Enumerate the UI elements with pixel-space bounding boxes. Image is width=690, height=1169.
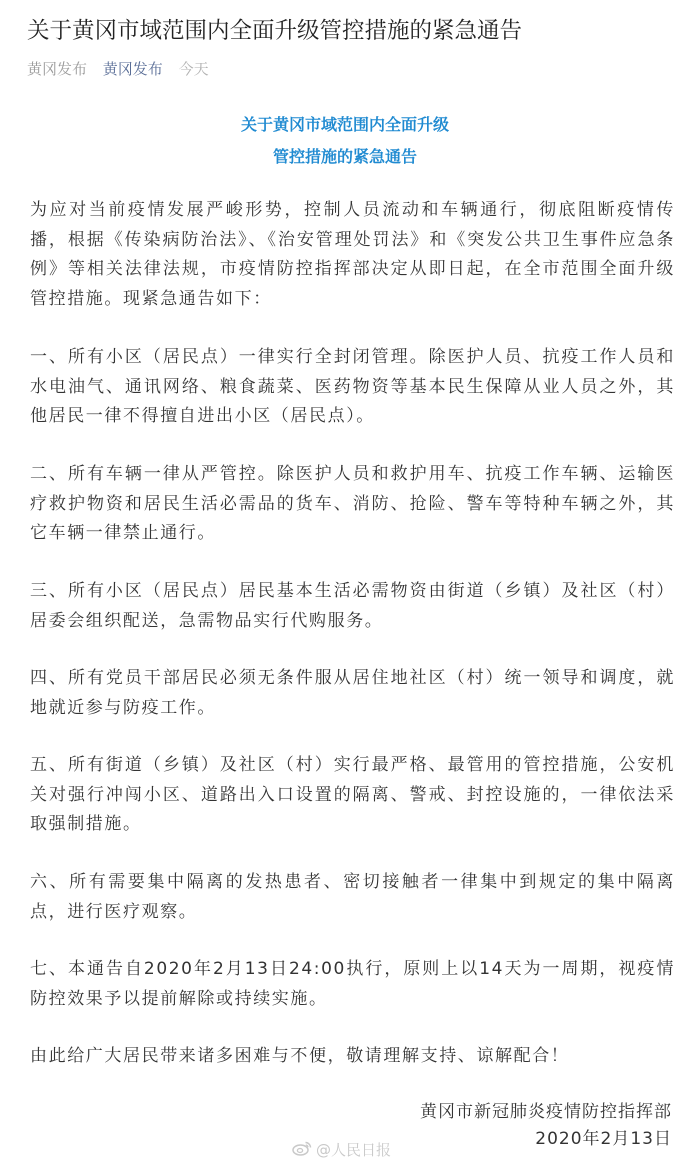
watermark <box>292 1138 391 1163</box>
article-meta <box>27 56 220 82</box>
subtitle-line-2: 管控措施的紧急通告 <box>272 147 417 166</box>
clause-5-paragraph: 五、所有街道（乡镇）及社区（村）实行最严格、最管用的管控措施，公安机关对强行冲闯小区、道路出入口设置的隔离、警戒、封控设施的，一律依法采取强制措施。 <box>30 755 675 834</box>
publish-date: 今天 <box>178 60 209 78</box>
clause-1-paragraph: 一、所有小区（居民点）一律实行全封闭管理。除医护人员、抗疫工作人员和水电油气、通讯网络、粮食蔬菜、医药物资等基本民生保障从业人员之外，其他居民一律不得擅自进出小区（居民点）。 <box>30 347 675 426</box>
clause-2-paragraph: 二、所有车辆一律从严管控。除医护人员和救护用车、抗疫工作车辆、运输医疗救护物资和居民生活必需品的货车、消防、抢险、警车等特种车辆之外，其它车辆一律禁止通行。 <box>30 464 675 543</box>
watermark-text: @人民日报 <box>316 1141 392 1159</box>
issuer-signature: 黄冈市新冠肺炎疫情防控指挥部 <box>420 1102 672 1122</box>
closing-paragraph: 由此给广大居民带来诸多困难与不便，敬请理解支持、谅解配合！ <box>30 1046 570 1066</box>
meta-source: 黄冈发布 <box>27 60 88 78</box>
clause-3-paragraph: 三、所有小区（居民点）居民基本生活必需物资由街道（乡镇）及社区（村）居委会组织配送，急需物品实行代购服务。 <box>30 581 675 631</box>
article-title: 关于黄冈市域范围内全面升级管控措施的紧急通告 <box>27 18 523 44</box>
clause-7-paragraph: 七、本通告自2020年2月13日24:00执行，原则上以14天为一周期，视疫情防控效果予以提前解除或持续实施。 <box>30 959 675 1009</box>
issue-date: 2020年2月13日 <box>535 1129 672 1149</box>
weibo-icon <box>292 1139 312 1163</box>
account-link[interactable]: 黄冈发布 <box>102 60 163 78</box>
clause-4-paragraph: 四、所有党员干部居民必须无条件服从居住地社区（村）统一领导和调度，就地就近参与防疫工作。 <box>30 668 675 718</box>
clause-6-paragraph: 六、所有需要集中隔离的发热患者、密切接触者一律集中到规定的集中隔离点，进行医疗观察。 <box>30 872 675 922</box>
subtitle-line-1: 关于黄冈市域范围内全面升级 <box>240 115 449 134</box>
intro-paragraph: 为应对当前疫情发展严峻形势，控制人员流动和车辆通行，彻底阻断疫情传播，根据《传染病防治法》、《治安管理处罚法》和《突发公共卫生事件应急条例》等相关法律法规，市疫情防控指挥部决定从即日起，在全市范围全面升级管控措施。现紧急通告如下： <box>30 200 675 309</box>
